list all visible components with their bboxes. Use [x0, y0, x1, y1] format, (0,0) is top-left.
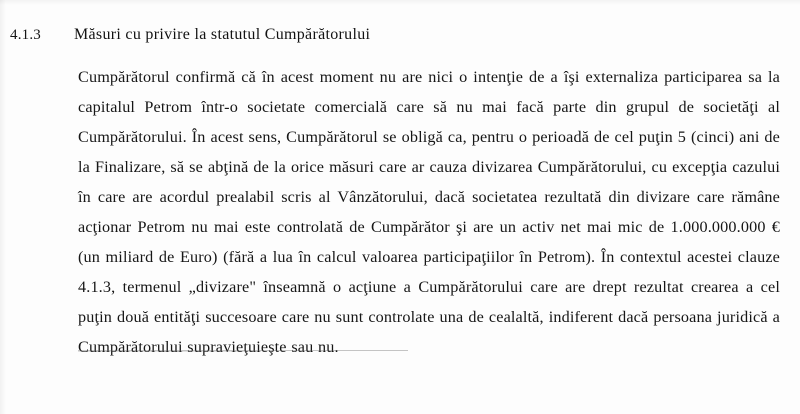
scan-artifact-line — [78, 351, 258, 352]
scan-edge-shadow-top — [0, 0, 800, 5]
clause-body — [78, 62, 780, 362]
clause-body-paragraph: Cumpărătorul confirmă că în acest moment nu are nici o intenţie de a îşi externaliza participarea sa la capitalul Petrom într-o societate comercială care să nu mai facă parte din grupul de societăţi al Cumpărătorului. În acest sens, Cumpărătorul se obligă ca, pentru o perioadă de cel puţin 5 (cinci) ani de la Finalizare, să se abţină de la orice măsuri care ar cauza divizarea Cumpărătorului, cu excepţia cazului în care are acordul prealabil scris al Vânzătorului, dacă societatea rezultată din divizare care rămâne acţionar Petrom nu mai este controlată de Cumpărător şi are un activ net mai mic de 1.000.000.000 € (un miliard de Euro) (fără a lua în calcul valoarea participaţiilor în Petrom). În contextul acestei clauze 4.1.3, termenul „divizare" înseamnă o acţiune a Cumpărătorului care are drept rezultat crearea a cel puţin două entităţi succesoare care nu sunt controlate una de cealaltă, indiferent dacă persoana juridică a Cumpărătorului supravieţuieşte sau nu. — [78, 68, 780, 356]
clause-heading — [0, 26, 800, 44]
scan-edge-shadow-left — [0, 0, 6, 414]
clause-title: Măsuri cu privire la statutul Cumpărătorului — [74, 26, 371, 43]
clause-number: 4.1.3 — [10, 27, 41, 43]
